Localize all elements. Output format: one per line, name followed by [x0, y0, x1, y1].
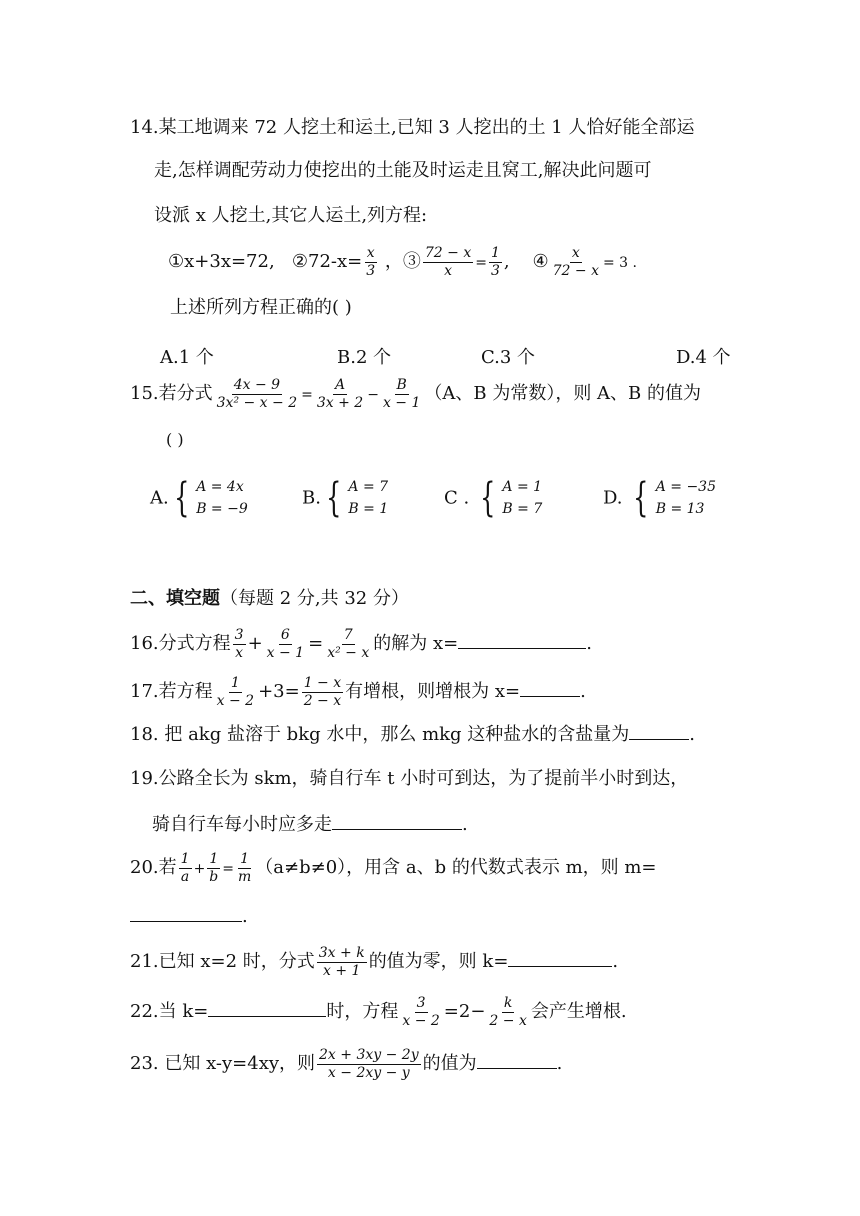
- answer-blank[interactable]: [629, 739, 689, 740]
- q15-option-b-system: [321, 476, 388, 521]
- q14-line-1: 14.某工地调来 72 人挖土和运土,已知 3 人挖出的土 1 人恰好能全部运: [130, 117, 695, 138]
- minus-sign: −: [367, 387, 379, 404]
- fraction-denominator: 2 − x: [303, 692, 342, 709]
- fraction-denominator: x − 2: [216, 692, 255, 709]
- answer-blank[interactable]: [208, 1016, 326, 1017]
- q17: [130, 676, 586, 708]
- q14-line-3: 设派 x 人挖土,其它人运土,列方程:: [154, 205, 428, 226]
- fraction-denominator: x − 1: [382, 394, 421, 411]
- answer-blank[interactable]: [508, 966, 612, 967]
- system-row: A = 7: [348, 479, 389, 495]
- q20-fraction-1: [179, 852, 192, 884]
- answer-blank[interactable]: [130, 921, 242, 922]
- q21-suffix: 的值为零，则 k=: [368, 951, 509, 973]
- fraction-numerator: 1: [490, 245, 500, 261]
- fraction-numerator: 3: [234, 627, 244, 643]
- fraction-denominator: 3: [490, 262, 500, 279]
- fraction-numerator: x: [571, 245, 580, 261]
- q14-equations: [168, 246, 637, 278]
- fraction-denominator: x: [444, 262, 452, 279]
- q21-fraction: [317, 946, 367, 978]
- fraction-numerator: k: [503, 995, 513, 1011]
- fraction-denominator: x + 1: [323, 962, 361, 979]
- fraction-denominator: x − 1: [266, 644, 305, 661]
- q15-option-b: [302, 476, 388, 521]
- q23: [130, 1048, 562, 1080]
- equals-sign: =: [308, 633, 324, 655]
- fraction-denominator: x − 2: [402, 1012, 440, 1029]
- fraction-denominator: a: [180, 868, 190, 885]
- q14-option-b: B.2 个: [337, 347, 392, 368]
- period: .: [556, 1053, 563, 1075]
- q15-option-a: [150, 476, 248, 521]
- q15-option-c-system: [475, 476, 542, 521]
- system-row: B = 13: [655, 501, 705, 518]
- q16-fraction-2: [265, 628, 306, 660]
- fraction-numerator: 3: [416, 995, 426, 1011]
- brace-icon: {: [326, 475, 342, 522]
- brace-icon: {: [633, 475, 649, 522]
- q17-suffix: 有增根，则增根为 x=: [345, 681, 521, 703]
- q15-option-a-system: [169, 476, 248, 521]
- fraction-numerator: 72 − x: [424, 245, 472, 261]
- q22-fraction-2: [487, 996, 528, 1028]
- q15-fraction-2: [315, 378, 365, 410]
- fraction-denominator: 2 − x: [489, 1012, 527, 1029]
- q15-fraction-3: [381, 378, 422, 410]
- fraction-numerator: A: [334, 377, 346, 393]
- fraction-denominator: 3x² − x − 2: [216, 394, 298, 411]
- fraction-denominator: x² − x: [327, 644, 370, 661]
- fraction-denominator: m: [238, 868, 252, 885]
- system-row: A = 1: [502, 479, 543, 495]
- q21-prefix: 21.已知 x=2 时，分式: [130, 951, 315, 973]
- section-note: （每题 2 分,共 32 分）: [220, 588, 409, 609]
- q15-option-d-system: [628, 476, 716, 521]
- q22-fraction-1: [400, 996, 441, 1028]
- answer-blank[interactable]: [477, 1068, 557, 1069]
- section-title: 二、填空题: [130, 588, 220, 609]
- q16-fraction-3: [325, 628, 371, 660]
- q19-line-2: [152, 816, 468, 834]
- q20-prefix: 20.若: [130, 857, 177, 879]
- q20: [130, 852, 657, 884]
- period: .: [586, 633, 592, 655]
- period: .: [612, 951, 619, 973]
- fraction-numerator: 2x + 3xy − 2y: [319, 1047, 419, 1063]
- option-label: C .: [444, 487, 470, 509]
- q14-eq3-prefix: ，③: [384, 251, 421, 273]
- fraction-denominator: b: [209, 868, 219, 885]
- q14-option-c: C.3 个: [481, 347, 536, 368]
- answer-blank[interactable]: [520, 696, 580, 697]
- q18: [130, 726, 695, 744]
- q19-line-1: 19.公路全长为 skm，骑自行车 t 小时可到达，为了提前半小时到达，: [130, 768, 689, 789]
- answer-blank[interactable]: [458, 648, 586, 649]
- q18-text: 18. 把 akg 盐溶于 bkg 水中，那么 mkg 这种盐水的含盐量为: [130, 724, 630, 745]
- period: .: [689, 724, 696, 745]
- fraction-numerator: 4x − 9: [233, 377, 281, 393]
- q14-eq3-right-fraction: [489, 246, 502, 278]
- fraction-numerator: 1: [209, 851, 219, 867]
- fraction-denominator: x: [235, 644, 244, 661]
- fraction-numerator: 1: [230, 675, 240, 691]
- q20-suffix: （a≠b≠0），用含 a、b 的代数式表示 m，则 m=: [255, 857, 657, 879]
- fraction-numerator: 1: [180, 851, 190, 867]
- q23-suffix: 的值为: [422, 1053, 477, 1075]
- equals-sign: =: [475, 255, 487, 272]
- q20-fraction-2: [207, 852, 220, 884]
- q17-fraction-2: [302, 676, 343, 708]
- q19-text: 骑自行车每小时应多走: [152, 814, 332, 835]
- q15-prefix: 15.若分式: [130, 383, 213, 405]
- q14-eq4-prefix: ④: [532, 251, 549, 273]
- q16-suffix: 的解为 x=: [373, 633, 459, 655]
- answer-blank[interactable]: [332, 829, 462, 830]
- q17-prefix: 17.若方程: [130, 681, 213, 703]
- comma: ,: [503, 251, 510, 273]
- system-row: B = −9: [196, 501, 248, 518]
- q14-question: 上述所列方程正确的( ): [170, 297, 352, 318]
- q14-line-2: 走,怎样调配劳动力使挖出的土能及时运走且窝工,解决此问题可: [154, 160, 652, 181]
- system-row: A = 4x: [196, 479, 244, 495]
- brace-icon: {: [173, 475, 190, 522]
- fraction-denominator: 3x + 2: [316, 394, 364, 411]
- q23-fraction: [317, 1048, 421, 1080]
- q22-middle-2: =2−: [443, 1001, 486, 1023]
- q22-middle: 时，方程: [326, 1001, 399, 1023]
- fraction-denominator: x − 2xy − y: [327, 1064, 410, 1081]
- fraction-numerator: 1: [240, 851, 250, 867]
- q14-eq2-prefix: ②72-x=: [291, 251, 363, 273]
- q21: [130, 946, 618, 978]
- equals-sign: =: [301, 387, 313, 404]
- q14-eq1: ①x+3x=72,: [168, 251, 275, 273]
- q14-eq4-suffix: = 3 .: [602, 255, 637, 272]
- fraction-denominator: 72 − x: [552, 262, 599, 279]
- q17-fraction-1: [215, 676, 256, 708]
- q16-fraction-1: [233, 628, 246, 660]
- q15-option-d: [603, 476, 716, 521]
- plus-sign: +: [247, 633, 263, 655]
- q15-suffix: （A、B 为常数），则 A、B 的值为: [424, 383, 701, 405]
- q14-eq4-fraction: [551, 246, 601, 278]
- system-row: A = −35: [655, 479, 716, 495]
- q20-fraction-3: [236, 852, 253, 884]
- q14-option-d: D.4 个: [676, 347, 731, 368]
- q23-prefix: 23. 已知 x-y=4xy，则: [130, 1053, 316, 1075]
- period: .: [580, 681, 586, 703]
- fraction-denominator: 3: [366, 262, 376, 279]
- q20-answer-line: [130, 908, 248, 926]
- brace-icon: {: [480, 475, 496, 522]
- system-row: B = 7: [502, 501, 543, 518]
- fraction-numerator: 6: [280, 627, 290, 643]
- fraction-numerator: 7: [343, 627, 353, 643]
- option-label: A.: [150, 487, 169, 509]
- q22: [130, 996, 627, 1028]
- q14-eq3-left-fraction: [423, 246, 473, 278]
- q17-middle: +3=: [258, 681, 300, 703]
- option-label: D.: [603, 487, 623, 509]
- q15-answer-paren: ( ): [166, 430, 184, 449]
- q22-prefix: 22.当 k=: [130, 1001, 209, 1023]
- plus-sign: +: [193, 861, 206, 878]
- section-2-heading: [130, 590, 409, 608]
- period: .: [242, 906, 248, 927]
- system-row: B = 1: [348, 501, 389, 518]
- equals-sign: =: [222, 861, 234, 878]
- q14-option-a: A.1 个: [160, 347, 214, 368]
- fraction-numerator: x: [366, 245, 375, 261]
- q15-fraction-1: [215, 378, 299, 410]
- fraction-numerator: 3x + k: [318, 945, 365, 961]
- q15-stem: [130, 378, 701, 410]
- q16: [130, 628, 592, 660]
- q22-suffix: 会产生增根.: [530, 1001, 627, 1023]
- q16-prefix: 16.分式方程: [130, 633, 231, 655]
- fraction-numerator: B: [396, 377, 407, 393]
- fraction-numerator: 1 − x: [303, 675, 342, 691]
- option-label: B.: [302, 487, 321, 509]
- period: .: [462, 814, 468, 835]
- q15-option-c: [444, 476, 542, 521]
- q14-eq2-fraction: [364, 246, 377, 278]
